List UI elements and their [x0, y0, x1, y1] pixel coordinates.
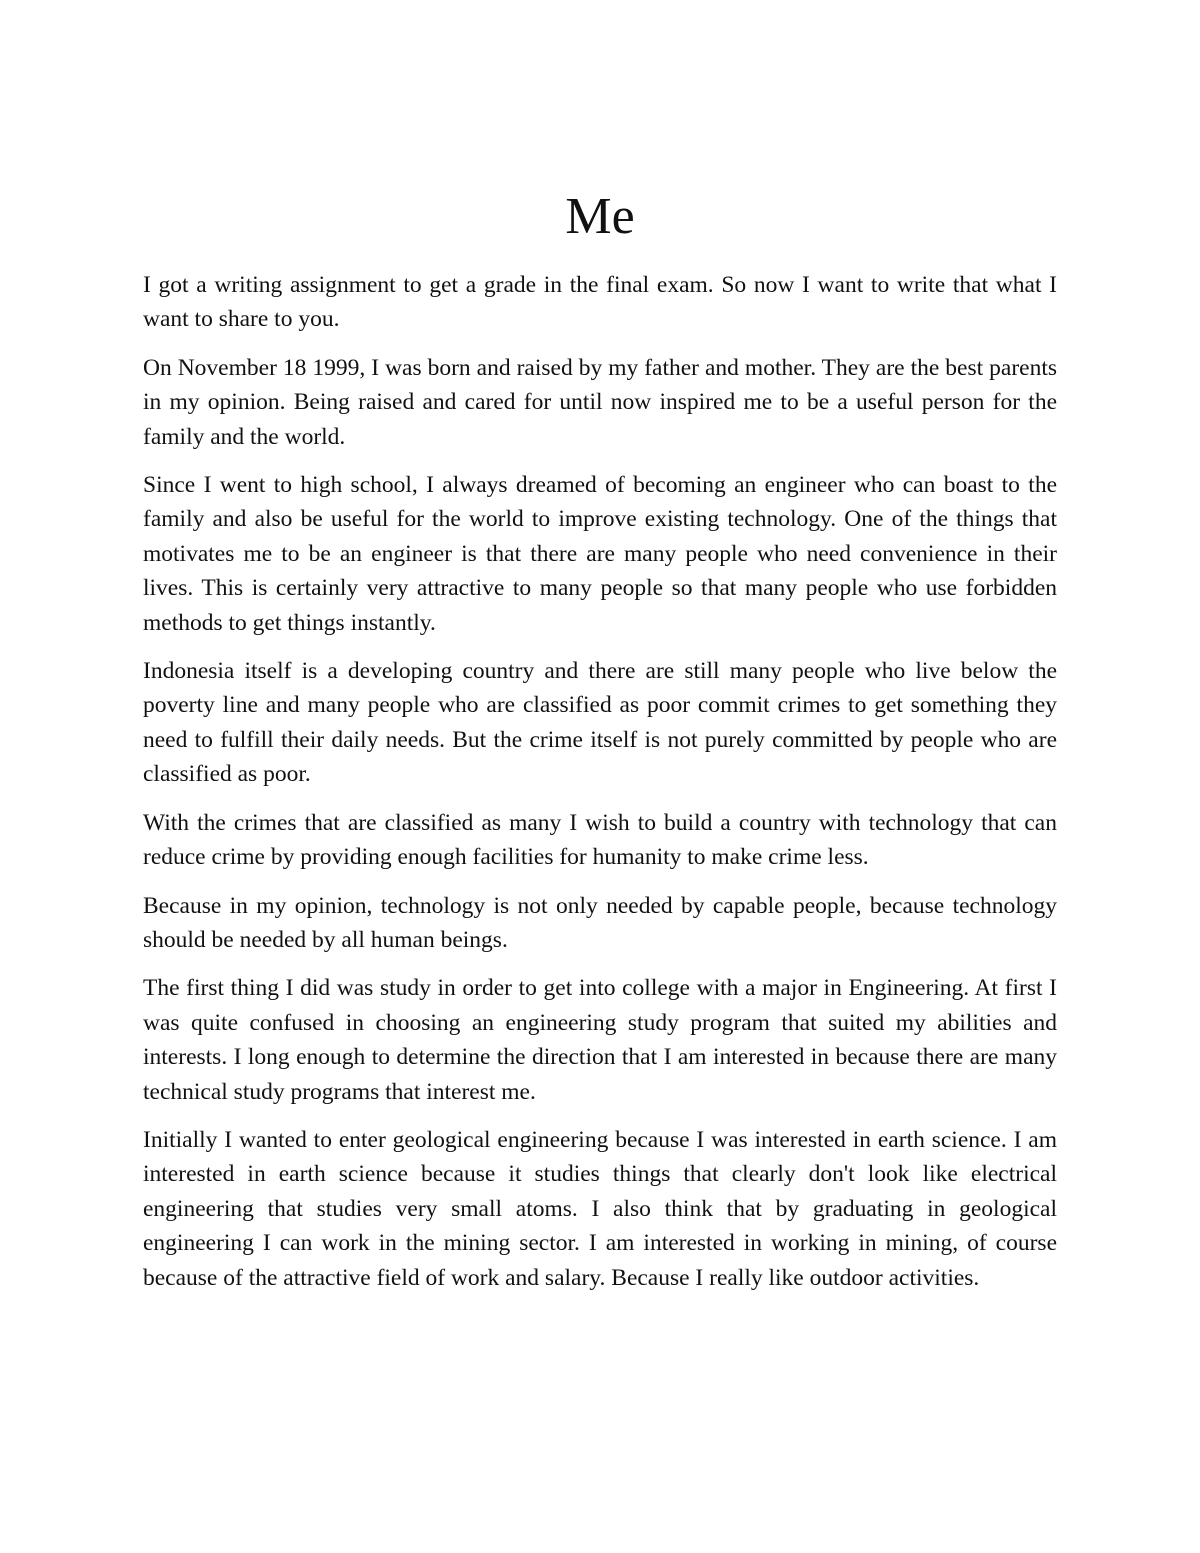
document-title: Me [565, 188, 635, 245]
document-body [143, 268, 1057, 1309]
paragraph: With the crimes that are classified as many I wish to build a country with technology that can reduce crime by providing enough facilities for humanity to make crime less. [143, 809, 1057, 871]
paragraph: On November 18 1999, I was born and raised by my father and mother. They are the best parents in my opinion. Being raised and cared for until now inspired me to be a useful person for the family and the world. [143, 354, 1057, 450]
paragraph: Initially I wanted to enter geological engineering because I was interested in earth science. I am interested in earth science because it studies things that clearly don't look like electrical engineering that studies very small atoms. I also think that by graduating in geological engineering I can work in the mining sector. I am interested in working in mining, of course because of the attractive field of work and salary. Because I really like outdoor activities. [143, 1126, 1057, 1291]
paragraph: Indonesia itself is a developing country and there are still many people who live below the poverty line and many people who are classified as poor commit crimes to get something they need to fulfill their daily needs. But the crime itself is not purely committed by people who are classified as poor. [143, 658, 1057, 788]
paragraph: The first thing I did was study in order to get into college with a major in Engineering. At first I was quite confused in choosing an engineering study program that suited my abilities and interests. I long enough to determine the direction that I am interested in because there are many technical study programs that interest me. [143, 975, 1057, 1105]
paragraph: I got a writing assignment to get a grade in the final exam. So now I want to write that what I want to share to you. [143, 272, 1057, 333]
paragraph: Since I went to high school, I always dreamed of becoming an engineer who can boast to the family and also be useful for the world to improve existing technology. One of the things that motivates me to be an engineer is that there are many people who need convenience in their lives. This is certainly very attractive to many people so that many people who use forbidden methods to get things instantly. [143, 472, 1057, 636]
paragraph: Because in my opinion, technology is not only needed by capable people, because technology should be needed by all human beings. [143, 892, 1057, 953]
